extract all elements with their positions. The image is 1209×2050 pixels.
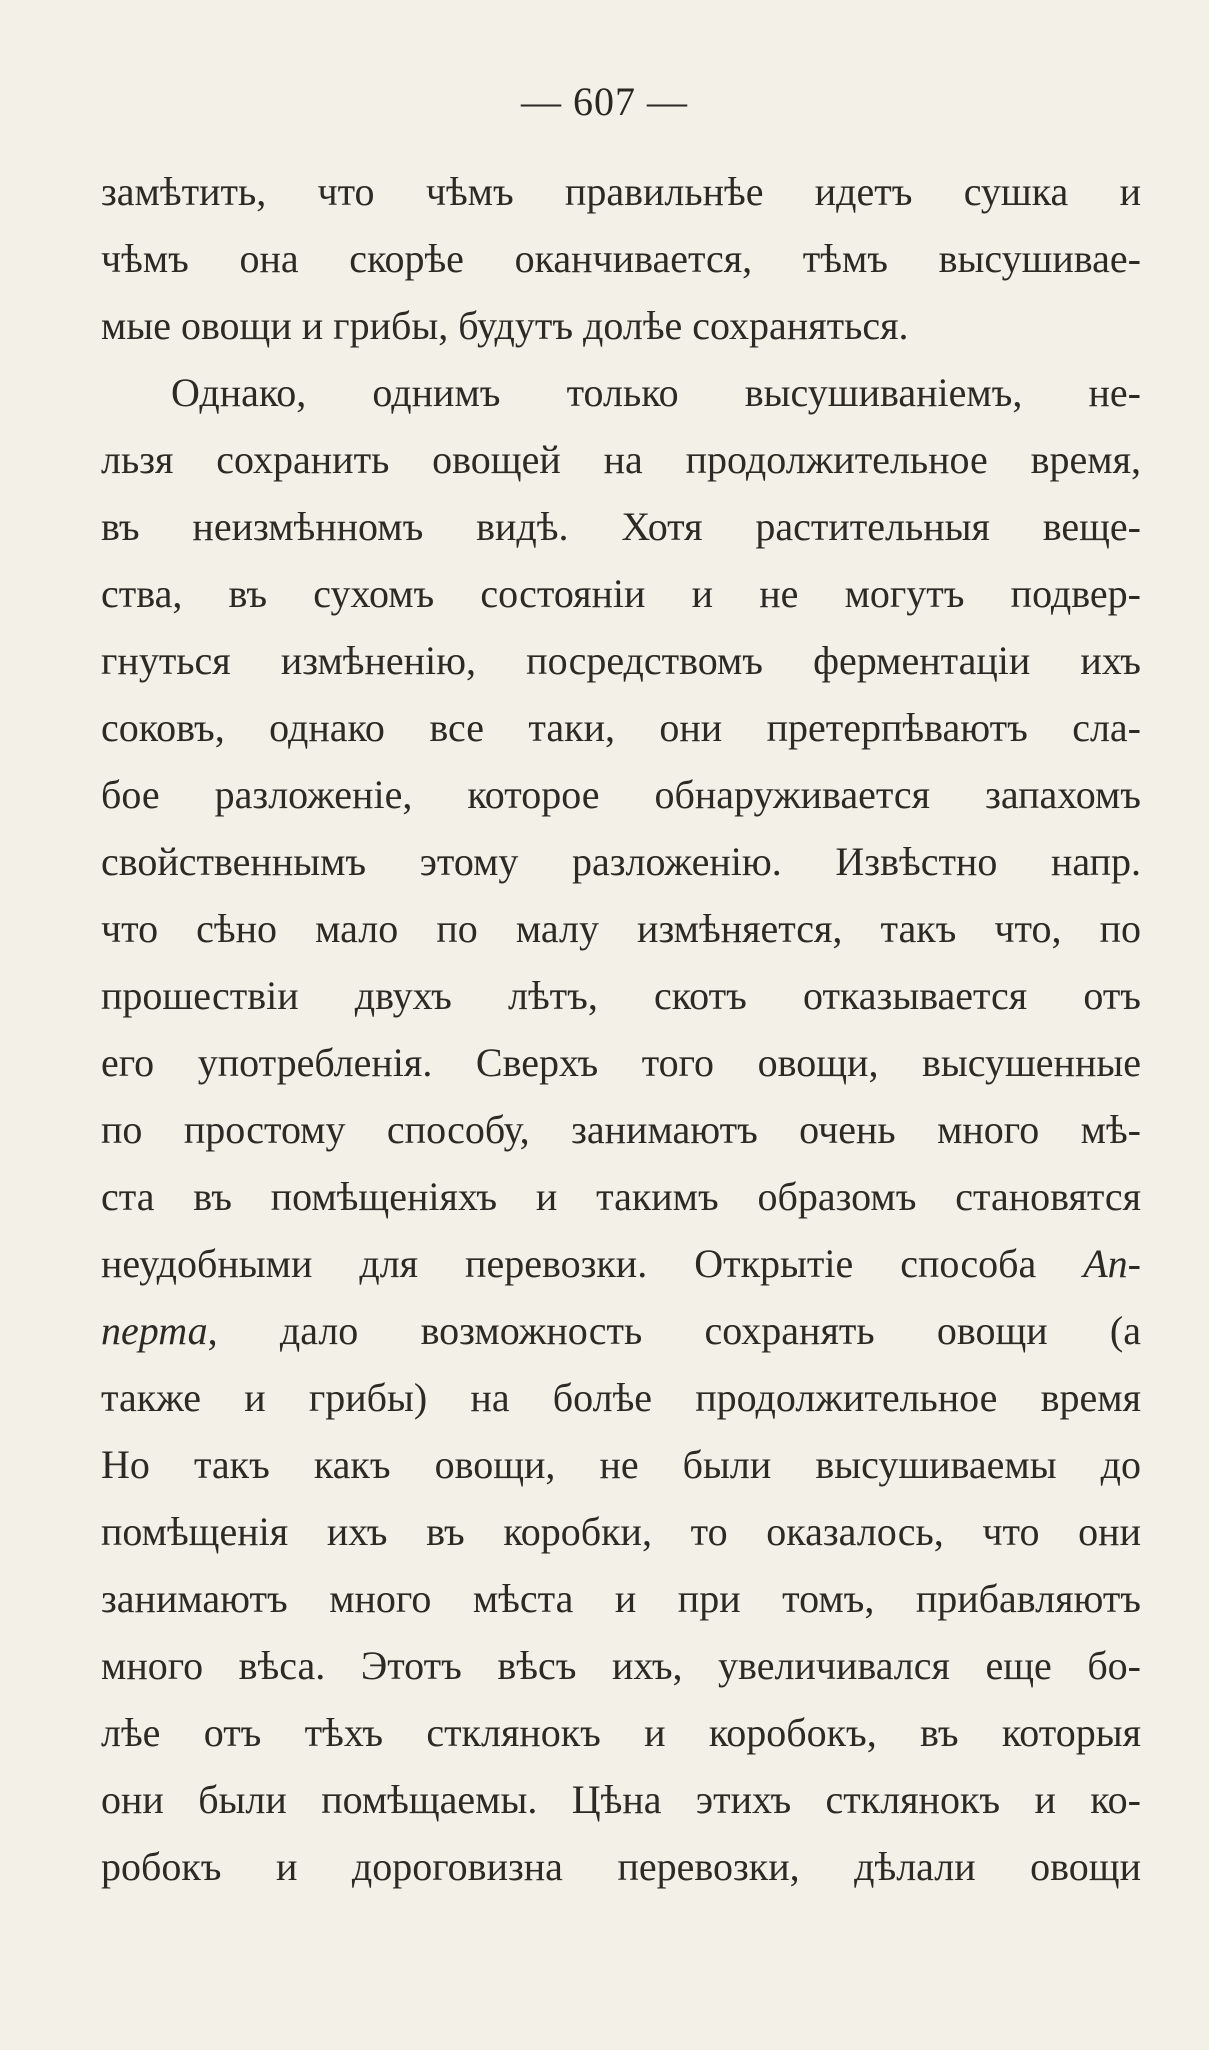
text-line: робокъ и дороговизна перевозки, дѣлали овощи bbox=[101, 1844, 1141, 1889]
text-line: занимаютъ много мѣста и при томъ, прибавляютъ bbox=[101, 1576, 1141, 1621]
text-line: лѣе отъ тѣхъ стклянокъ и коробокъ, въ которыя bbox=[101, 1710, 1141, 1755]
italic-name-part: Ап- bbox=[1083, 1241, 1141, 1286]
text-line: мые овощи и грибы, будутъ долѣе сохраняться. bbox=[101, 303, 909, 348]
text-line: его употребленія. Сверхъ того овощи, высушенные bbox=[101, 1040, 1141, 1085]
text-line: замѣтить, что чѣмъ правильнѣе идетъ сушка и bbox=[101, 169, 1141, 214]
text-line: они были помѣщаемы. Цѣна этихъ стклянокъ и ко- bbox=[101, 1777, 1141, 1822]
body-text bbox=[101, 158, 1141, 1900]
text-line: свойственнымъ этому разложенію. Извѣстно напр. bbox=[101, 839, 1141, 884]
italic-name-part: перта bbox=[101, 1308, 208, 1353]
text-line-with-italic bbox=[101, 1230, 1141, 1297]
text-line-with-italic bbox=[101, 1297, 1141, 1364]
text-line: въ неизмѣнномъ видѣ. Хотя растительныя веще- bbox=[101, 504, 1141, 549]
text-line: помѣщенія ихъ въ коробки, то оказалось, что они bbox=[101, 1509, 1141, 1554]
paragraph-1 bbox=[101, 158, 1141, 359]
text-line: много вѣса. Этотъ вѣсъ ихъ, увеличивался еще бо- bbox=[101, 1643, 1141, 1688]
text-line: по простому способу, занимаютъ очень много мѣ- bbox=[101, 1107, 1141, 1152]
text-line: также и грибы) на болѣе продолжительное время bbox=[101, 1375, 1141, 1420]
text-line: прошествіи двухъ лѣтъ, скотъ отказывается отъ bbox=[101, 973, 1141, 1018]
text-line: бое разложеніе, которое обнаруживается запахомъ bbox=[101, 772, 1141, 817]
paragraph-2 bbox=[101, 359, 1141, 1900]
text-line: Однако, однимъ только высушиваніемъ, не- bbox=[171, 370, 1141, 415]
text-line: чѣмъ она скорѣе оканчивается, тѣмъ высушивае- bbox=[101, 236, 1141, 281]
text-line: ства, въ сухомъ состояніи и не могутъ подвер- bbox=[101, 571, 1141, 616]
text-line: Но такъ какъ овощи, не были высушиваемы до bbox=[101, 1442, 1141, 1487]
text-segment: , дало возможность сохранять овощи (а bbox=[207, 1308, 1141, 1353]
text-line: ста въ помѣщеніяхъ и такимъ образомъ становятся bbox=[101, 1174, 1141, 1219]
text-segment: неудобными для перевозки. Открытіе способа bbox=[101, 1241, 1037, 1286]
text-line: льзя сохранить овощей на продолжительное время, bbox=[101, 437, 1141, 482]
text-line: соковъ, однако все таки, они претерпѣваютъ сла- bbox=[101, 705, 1141, 750]
text-line: гнуться измѣненію, посредствомъ ферментаціи ихъ bbox=[101, 638, 1141, 683]
text-line: что сѣно мало по малу измѣняется, такъ что, по bbox=[101, 906, 1141, 951]
page-number: — 607 — bbox=[521, 79, 688, 124]
